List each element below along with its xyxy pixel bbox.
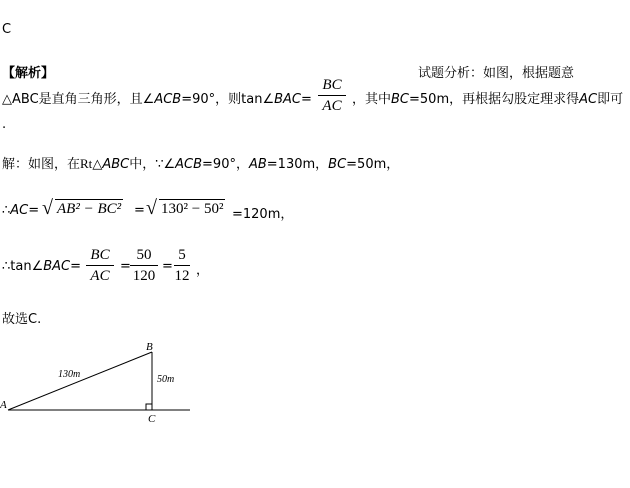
fraction-numerator: BC	[90, 247, 110, 263]
length-label-bc: 50m	[157, 374, 175, 385]
rt-label: Rt	[80, 156, 93, 171]
text-segment: =50m，	[346, 157, 400, 172]
analysis-heading: 【解析】	[2, 66, 55, 81]
text-segment: =90°，则tan∠	[181, 92, 275, 107]
vertex-label-c: C	[148, 413, 156, 425]
fraction-numerator: 50	[136, 247, 152, 263]
hypotenuse-ab	[8, 352, 152, 410]
fraction-numerator: BC	[322, 77, 342, 93]
therefore-symbol: ∴	[2, 203, 11, 218]
segment-name: BC	[391, 92, 410, 107]
fraction-denominator: 120	[132, 268, 156, 284]
radical-icon: √	[42, 197, 53, 219]
angle-name: ACB	[175, 157, 203, 172]
text-segment: △ABC是直角三角形，且∠	[2, 92, 155, 107]
comma: ，	[196, 263, 210, 278]
fraction-denominator: 12	[174, 268, 190, 284]
text-segment: 中，∵∠	[129, 157, 176, 172]
ac-result: =120m，	[232, 207, 294, 222]
equals-sign: =	[120, 259, 131, 274]
vertex-label-a: A	[0, 399, 7, 411]
right-angle-mark	[146, 404, 152, 410]
radicand: AB² − BC²	[57, 201, 122, 217]
text-segment: 即可	[597, 92, 624, 107]
conclusion: 故选C.	[2, 312, 42, 327]
equals-sign: =	[28, 203, 40, 218]
text-segment: ，其中	[352, 92, 392, 107]
text-segment: =130m，	[266, 157, 329, 172]
text-segment: 解：如图，在	[2, 157, 81, 172]
period-mark: .	[2, 117, 7, 132]
triangle-symbol: △	[92, 157, 103, 172]
segment-name: AC	[10, 203, 29, 218]
angle-name: BAC	[43, 259, 71, 274]
analysis-intro: 试题分析：如图，根据题意	[418, 66, 575, 81]
equals-sign: =	[134, 203, 145, 218]
radical-icon: √	[146, 197, 157, 219]
fraction-denominator: AC	[322, 98, 342, 114]
fraction-numerator: 5	[178, 247, 186, 263]
length-label-ab: 130m	[58, 369, 81, 380]
segment-name: BC	[328, 157, 347, 172]
equals-sign: =	[162, 259, 173, 274]
text-segment: =90°，	[202, 157, 249, 172]
segment-name: AC	[579, 92, 598, 107]
equals-sign: =	[70, 259, 82, 274]
text-segment: ∴tan∠	[2, 259, 44, 274]
triangle-name: ABC	[102, 157, 130, 172]
vertex-label-b: B	[146, 341, 153, 353]
segment-name: AB	[248, 157, 267, 172]
equals-sign: =	[301, 92, 312, 107]
text-segment: =50m，再根据勾股定理求得	[409, 92, 580, 107]
answer-letter: C	[2, 22, 12, 37]
fraction-denominator: AC	[90, 268, 110, 284]
angle-name: ACB	[154, 92, 182, 107]
angle-name: BAC	[274, 92, 301, 107]
radicand: 130² − 50²	[161, 201, 224, 217]
